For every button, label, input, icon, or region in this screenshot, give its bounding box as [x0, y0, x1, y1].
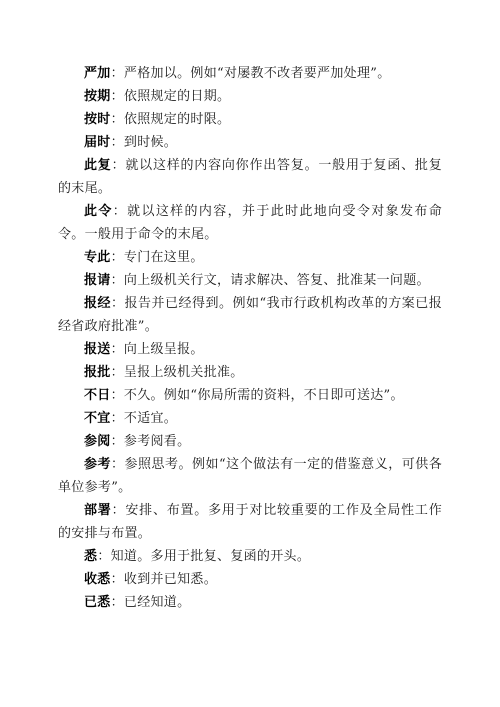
- entry-definition: ：就以这样的内容，并于此时此地向受令对象发布命令。一般用于命令的末尾。: [58, 204, 442, 242]
- entry-term: 专此: [84, 250, 111, 265]
- entry-definition: ：报告并已经得到。例如“我市行政机构改革的方案已报经省政府批准”。: [58, 296, 442, 334]
- entry-term: 严加: [84, 66, 111, 81]
- entry-definition: ：呈报上级机关批准。: [110, 365, 244, 380]
- entry-term: 报请: [84, 273, 111, 288]
- entry-term: 报经: [84, 296, 112, 311]
- glossary-entry: [58, 499, 442, 545]
- entry-definition: ：知道。多用于批复、复函的开头。: [97, 549, 311, 564]
- entry-term: 收悉: [84, 572, 111, 587]
- glossary-entry: [58, 568, 442, 591]
- entry-term: 参考: [84, 457, 112, 472]
- entry-definition: ：不适宜。: [110, 411, 178, 426]
- entry-term: 按时: [84, 112, 111, 127]
- entry-definition: ：安排、布置。多用于对比较重要的工作及全局性工作的安排与布置。: [58, 503, 442, 541]
- entry-definition: ：到时候。: [110, 135, 178, 150]
- glossary-entry: [58, 407, 442, 430]
- entry-term: 届时: [84, 135, 111, 150]
- glossary-entry: [58, 361, 442, 384]
- glossary-entry: [58, 108, 442, 131]
- entry-definition: ：严格加以。例如“对屡教不改者要严加处理”。: [110, 66, 391, 81]
- entry-definition: ：不久。例如“你局所需的资料，不日即可送达”。: [110, 388, 404, 403]
- entry-definition: ：收到并已知悉。: [110, 572, 218, 587]
- entry-definition: ：依照规定的时限。: [110, 112, 231, 127]
- entry-term: 此复: [84, 158, 112, 173]
- entry-term: 按期: [84, 89, 111, 104]
- glossary-list: [58, 62, 442, 614]
- entry-definition: ：向上级呈报。: [110, 342, 204, 357]
- entry-term: 已悉: [84, 595, 111, 610]
- entry-term: 参阅: [84, 434, 111, 449]
- glossary-entry: [58, 292, 442, 338]
- entry-definition: ：参考阅看。: [110, 434, 191, 449]
- glossary-entry: [58, 85, 442, 108]
- entry-term: 报送: [84, 342, 111, 357]
- entry-term: 悉: [84, 549, 98, 564]
- glossary-entry: [58, 154, 442, 200]
- glossary-entry: [58, 384, 442, 407]
- glossary-entry: [58, 338, 442, 361]
- glossary-entry: [58, 131, 442, 154]
- entry-definition: ：专门在这里。: [110, 250, 204, 265]
- glossary-entry: [58, 591, 442, 614]
- entry-term: 报批: [84, 365, 111, 380]
- entry-term: 不宜: [84, 411, 111, 426]
- entry-definition: ：参照思考。例如“这个做法有一定的借鉴意义，可供各单位参考”。: [58, 457, 442, 495]
- entry-term: 部署: [84, 503, 112, 518]
- entry-definition: ：就以这样的内容向你作出答复。一般用于复函、批复的末尾。: [58, 158, 442, 196]
- glossary-entry: [58, 246, 442, 269]
- glossary-entry: [58, 269, 442, 292]
- glossary-entry: [58, 545, 442, 568]
- entry-definition: ：向上级机关行文，请求解决、答复、批准某一问题。: [110, 273, 430, 288]
- glossary-entry: [58, 200, 442, 246]
- entry-definition: ：依照规定的日期。: [110, 89, 231, 104]
- entry-definition: ：已经知道。: [110, 595, 191, 610]
- glossary-entry: [58, 430, 442, 453]
- glossary-entry: [58, 453, 442, 499]
- glossary-entry: [58, 62, 442, 85]
- entry-term: 此令: [84, 204, 113, 219]
- entry-term: 不日: [84, 388, 111, 403]
